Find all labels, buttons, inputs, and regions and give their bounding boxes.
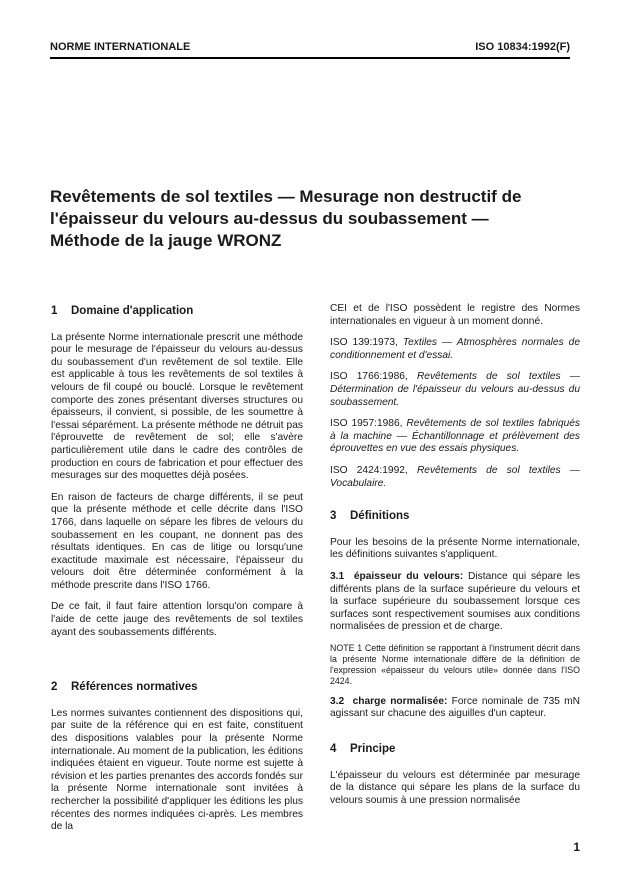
header-standard-number: ISO 10834:1992(F) [475,41,570,53]
reference-item: ISO 139:1973, Textiles — Atmosphères normales de conditionnement et d'essai. [330,337,580,361]
paragraph: Les normes suivantes contiennent des dispositions qui, par suite de la référence qui en est faite, constituent des dispositions valables pour la présente Norme internationale. Au moment de la publication, les éditions indiquées étaient en vigueur. Toute norme est sujette à révision et les parties prenantes des accords fondés sur la présente Norme internationale sont invitées à rechercher la possibilité d'appliquer les éditions les plus récentes des normes indiquées ci-après. Les membres de la [51,707,303,833]
section-title: Domaine d'application [71,305,194,317]
paragraph: L'épaisseur du velours est déterminée par mesurage de la distance qui sépare les plans de la surface du velours soumis à une pression normalisée [330,769,580,806]
section-4-heading [330,743,580,756]
page-number: 1 [573,840,580,854]
title-line-1: Revêtements de sol textiles — Mesurage non destructif de [50,187,522,206]
document-title [50,186,570,252]
paragraph: De ce fait, il faut faire attention lorsqu'on compare à l'aide de cette jauge des revêtements de sol textiles ayant des soubassements différents. [51,601,303,638]
reference-item: ISO 2424:1992, Revêtements de sol textiles — Vocabulaire. [330,464,580,489]
definition: 3.2 charge normalisée: Force nominale de 735 mN agissant sur chacune des aiguilles d'un capteur. [330,695,580,720]
section-1-heading [51,305,303,318]
header-standard-type: NORME INTERNATIONALE [50,41,191,53]
definition: 3.1 épaisseur du velours: Distance qui sépare les différents plans de la surface supérieure du velours et la surface supérieure du soubassement lorsque ces surfaces sont respectivement soumises aux conditions normalisées de pression et de charge. [330,570,580,633]
section-2-heading [51,681,303,694]
section-title: Définitions [350,510,410,523]
section-title: Références normatives [71,681,198,694]
note: NOTE 1 Cette définition se rapportant à l'instrument décrit dans la présente Norme internationale diffère de la définition de l'expression «épaisseur du velours utile» donnée dans l'ISO 2424. [330,642,580,686]
section-number: 1 [51,305,58,317]
paragraph: Pour les besoins de la présente Norme internationale, les définitions suivantes s'appliquent. [330,536,580,561]
title-line-2: l'épaisseur du velours au-dessus du soubassement — [50,209,489,228]
section-number: 3 [330,510,337,523]
page-header [50,41,570,59]
reference-item: ISO 1957:1986, Revêtements de sol textiles fabriqués à la machine — Échantillonnage et prélèvement des éprouvettes en vue des essais physiques. [330,418,580,455]
paragraph: En raison de facteurs de charge différents, il se peut que la présente méthode et celle décrite dans l'ISO 1766, dans laquelle on sépare les fibres de velours du soubassement en les coupant, ne donnent pas des résultats identiques. En cas de litige ou lorsqu'une exactitude maximale est nécessaire, l'épaisseur du velours doit être déterminée conformément à la méthode prescrite dans l'ISO 1766. [51,491,303,591]
paragraph: La présente Norme internationale prescrit une méthode pour le mesurage de l'épaisseur du velours au-dessus du soubassement d'un revêtement de sol textile. Elle est applicable à tous les revêtements de sol textiles à velours de fil coupé ou bouclé. Lorsque le revêtement comporte des zones présentant diverses structures ou épaisseurs, il convient, si possible, de les soumettre à l'essai séparément. La présente méthode ne détruit pas l'éprouvette de revêtement de sol; elle s'avère particulièrement utile dans le cadre des contrôles de production en cours de fabrication et pour effectuer des mesurages sur des moquettes déjà posées. [51,331,303,482]
section-3-heading [330,510,580,523]
section-number: 4 [330,743,337,756]
title-line-3: Méthode de la jauge WRONZ [50,231,282,250]
section-title: Principe [350,743,396,756]
section-number: 2 [51,681,58,694]
right-column [330,303,580,816]
reference-item: ISO 1766:1986, Revêtements de sol textiles — Détermination de l'épaisseur du velours au-dessus du soubassement. [330,371,580,408]
left-column [51,305,303,843]
paragraph: CEI et de l'ISO possèdent le registre des Normes internationales en vigueur à un moment donné. [330,303,580,327]
